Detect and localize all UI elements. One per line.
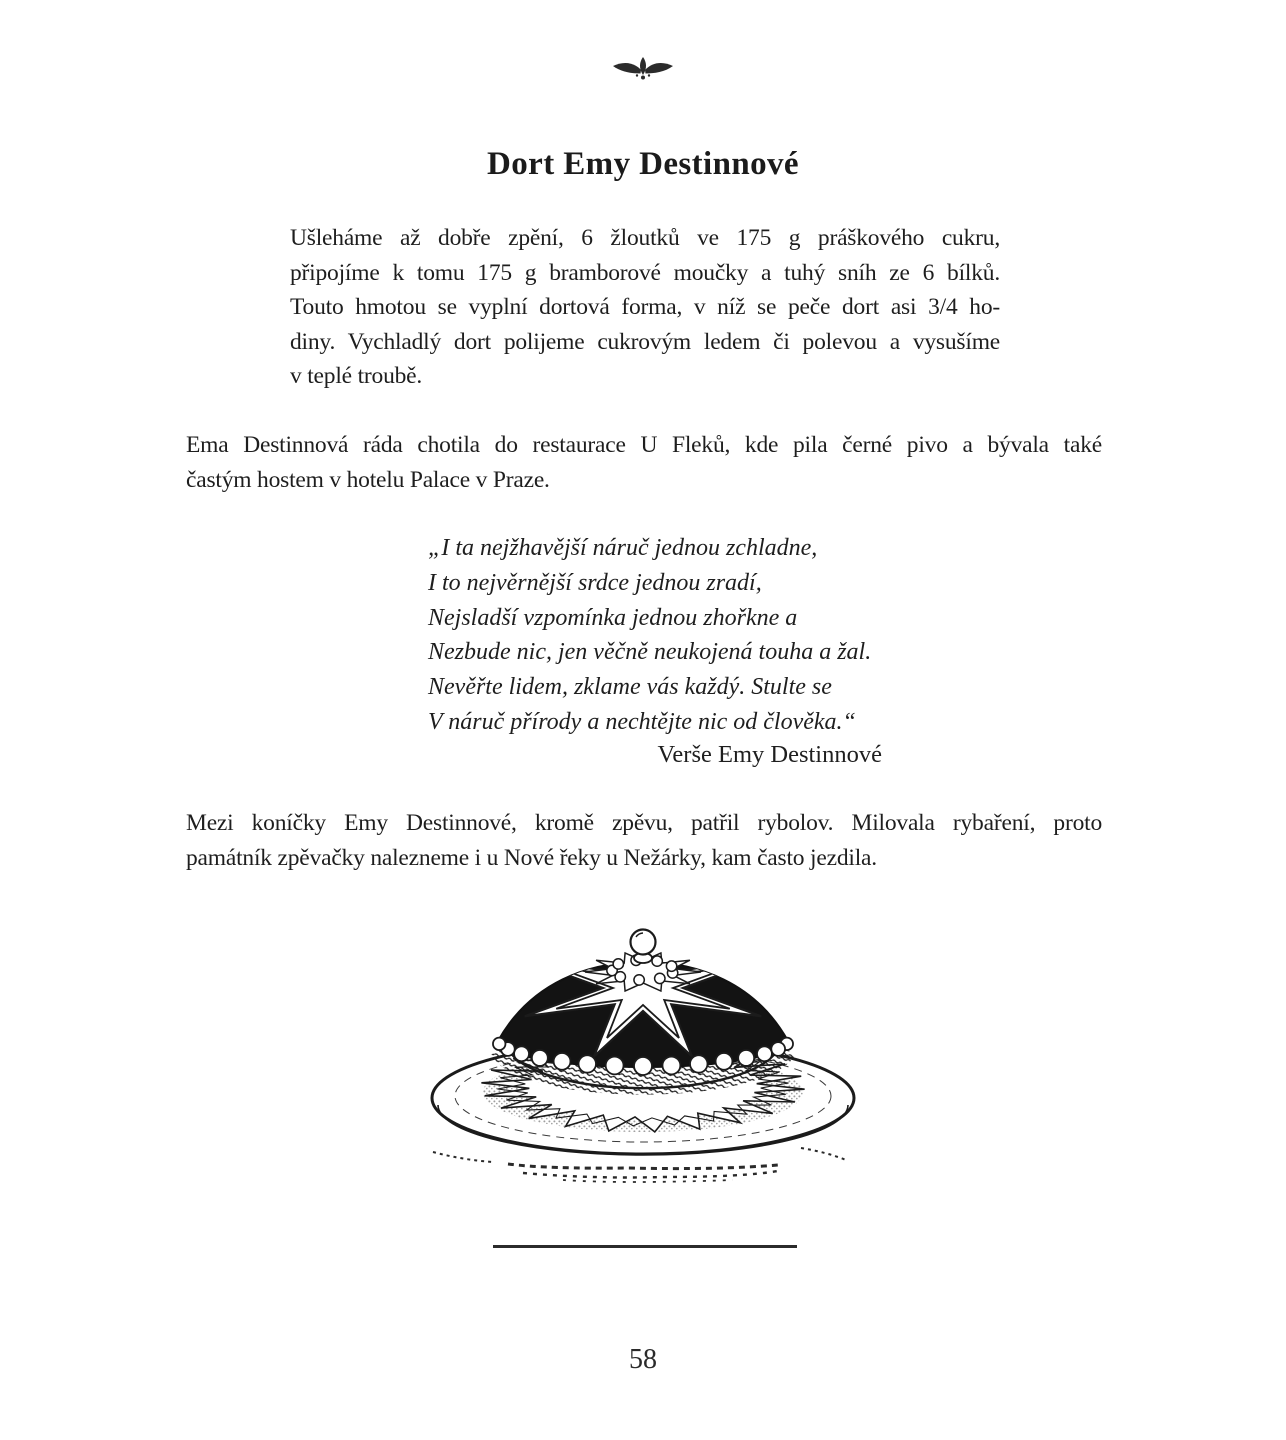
text-line: připojíme k tomu 175 g bramborové moučky a tuhý sníh ze 6 bílků.: [290, 259, 1000, 286]
text-line: v teplé troubě.: [290, 363, 423, 390]
paragraph-hobbies: [186, 806, 1102, 875]
text-line: Nezbude nic, jen věčně neukojená touha a žal.: [428, 639, 872, 666]
page-number: 58: [629, 1344, 657, 1375]
text-line: Mezi koníčky Emy Destinnové, kromě zpěvu, patřil rybolov. Milovala rybaření, proto: [186, 810, 1102, 836]
text-line: diny. Vychladlý dort polijeme cukrovým ledem či polevou a vysušíme: [290, 328, 1000, 355]
page-ornament: [0, 55, 1286, 89]
text-line: Nevěřte lidem, zklame vás každý. Stulte se: [428, 674, 832, 701]
text-line: Ema Destinnová ráda chotila do restaurace U Fleků, kde pila černé pivo a bývala také: [186, 432, 1102, 458]
text-line: „I ta nejžhavější náruč jednou zchladne,: [428, 535, 818, 561]
poem-attribution: Verše Emy Destinnové: [657, 741, 882, 768]
recipe-paragraph: [290, 221, 1000, 394]
text-line: Touto hmotou se vyplní dortová forma, v níž se peče dort asi 3/4 ho-: [290, 294, 1000, 321]
cake-illustration: [413, 920, 873, 1188]
text-line: Ušleháme až dobře zpění, 6 žloutků ve 175 g práškového cukru,: [290, 225, 1000, 251]
text-line: I to nejvěrnější srdce jednou zradí,: [428, 569, 762, 596]
top-ornament: [585, 930, 701, 992]
section-divider-rule: [493, 1245, 797, 1248]
text-line: V náruč přírody a nechtějte nic od člověka.“: [428, 708, 856, 735]
text-line: častým hostem v hotelu Palace v Praze.: [186, 466, 550, 493]
fleuron-icon: [607, 55, 679, 89]
text-line: památník zpěvačky nalezneme i u Nové řeky u Nežárky, kam často jezdila.: [186, 844, 877, 871]
poem-block: [428, 531, 968, 740]
text-line: Nejsladší vzpomínka jednou zhořkne a: [428, 604, 798, 631]
paragraph-ema: [186, 428, 1102, 497]
page-title: Dort Emy Destinnové: [487, 146, 799, 182]
